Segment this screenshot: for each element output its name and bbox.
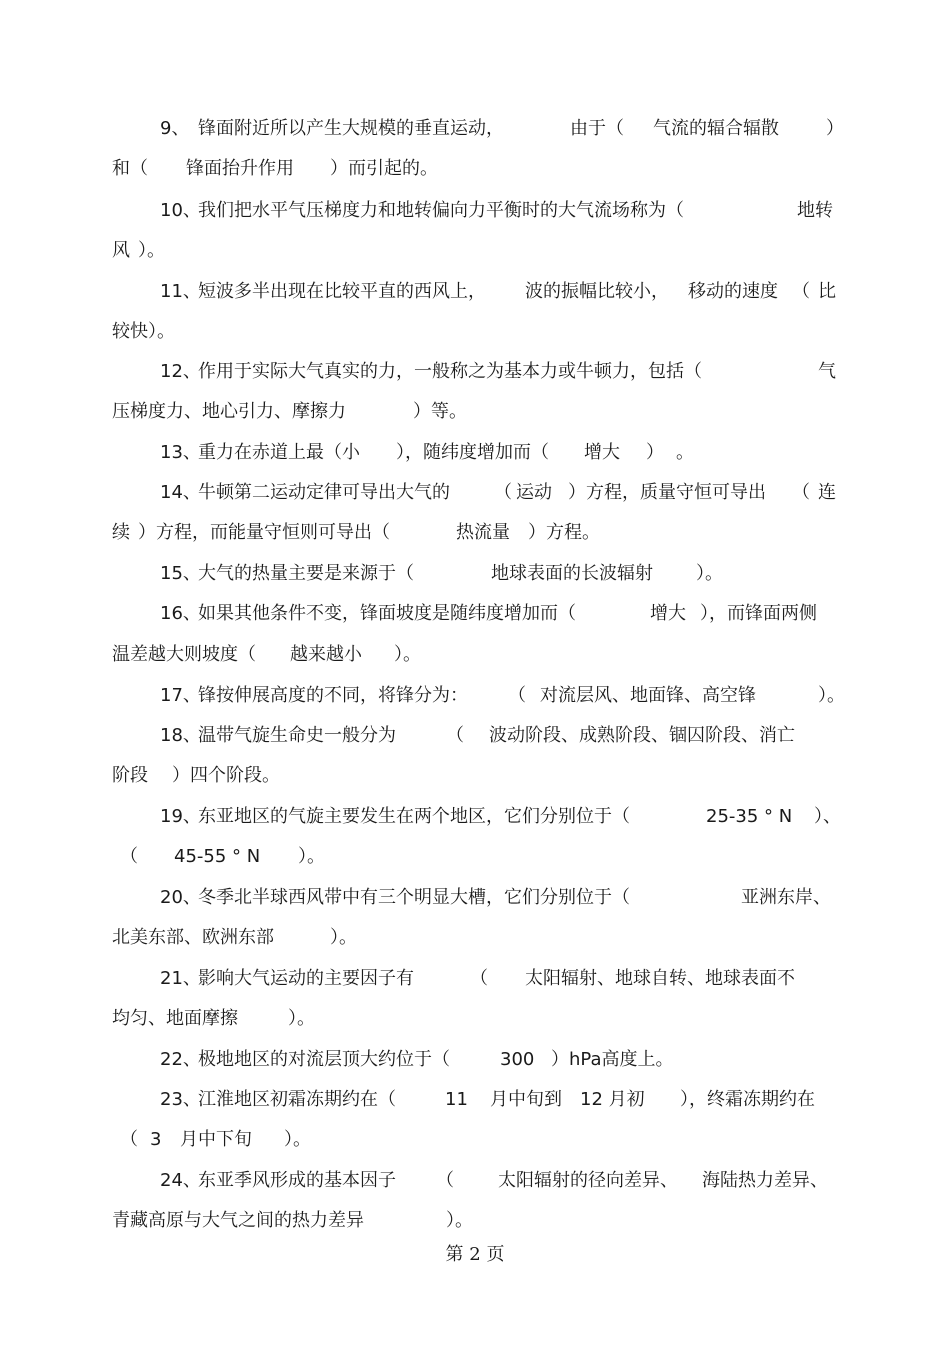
question-19-line-2 — [0, 842, 950, 872]
question-text: 和（ — [112, 158, 148, 179]
answer-text: 续 — [112, 522, 130, 543]
question-22-line-1 — [0, 1045, 950, 1075]
question-text: ）。 — [298, 846, 325, 867]
answer-text: 亚洲东岸、 — [741, 887, 831, 908]
answer-text: 3 — [150, 1129, 162, 1150]
question-text: ）。 — [288, 1008, 315, 1029]
question-text: ）方程。 — [528, 522, 600, 543]
question-number: 12、 — [160, 361, 201, 382]
answer-text: 较快）。 — [112, 321, 175, 342]
question-text: 重力在赤道上最（小 — [198, 442, 360, 463]
answer-text: 风 — [112, 240, 130, 261]
question-14-line-2 — [0, 518, 950, 548]
question-23-line-1 — [0, 1085, 950, 1115]
answer-text: 对流层风、地面锋、高空锋 — [540, 685, 756, 706]
answer-text: 太阳辐射的径向差异、 — [498, 1170, 678, 1191]
answer-text: 北美东部、欧洲东部 — [112, 927, 274, 948]
question-15-line-1 — [0, 559, 950, 589]
question-9-line-1 — [0, 114, 950, 144]
question-9-line-2 — [0, 154, 950, 184]
question-text: ）方程，而能量守恒则可导出（ — [138, 522, 390, 543]
question-13-line-1 — [0, 438, 950, 468]
question-text: ），而锋面两侧 — [700, 603, 817, 624]
question-text: ）。 — [696, 563, 723, 584]
question-24-line-2 — [0, 1206, 950, 1236]
question-text: （ — [792, 482, 810, 503]
question-text: 极地地区的对流层顶大约位于（ — [198, 1049, 450, 1070]
answer-text: 12 月初 — [580, 1089, 645, 1110]
question-text: ）、 — [814, 806, 841, 827]
answer-text: 运动 — [516, 482, 552, 503]
question-text: ）。 — [138, 240, 165, 261]
question-number: 21、 — [160, 968, 201, 989]
question-number: 13、 — [160, 442, 201, 463]
question-text: （ — [436, 1170, 454, 1191]
question-text: 短波多半出现在比较平直的西风上， — [198, 281, 486, 302]
question-text: （ — [470, 968, 488, 989]
question-text: （ — [446, 725, 464, 746]
question-number: 9、 — [160, 118, 190, 139]
question-text: ），随纬度增加而（ — [396, 442, 549, 463]
question-text: ）方程，质量守恒可导出 — [568, 482, 766, 503]
answer-text: 地转 — [797, 200, 833, 221]
answer-text: 气 — [818, 361, 836, 382]
question-20-line-2 — [0, 923, 950, 953]
question-text: ），终霜冻期约在 — [680, 1089, 815, 1110]
page-footer: 第 2 页 — [445, 1244, 505, 1265]
question-text: ）四个阶段。 — [172, 765, 280, 786]
question-number: 20、 — [160, 887, 201, 908]
answer-text: 比 — [818, 281, 836, 302]
question-number: 19、 — [160, 806, 201, 827]
answer-text: 波动阶段、成熟阶段、锢囚阶段、消亡 — [489, 725, 795, 746]
question-text: （ — [792, 281, 810, 302]
question-text: 温带气旋生命史一般分为 — [198, 725, 396, 746]
answer-text: 压梯度力、地心引力、摩擦力 — [112, 401, 346, 422]
question-number: 16、 — [160, 603, 201, 624]
question-text: 由于（ — [570, 118, 624, 139]
answer-text: 太阳辐射、地球自转、地球表面不 — [525, 968, 795, 989]
question-21-line-2 — [0, 1004, 950, 1034]
question-text: 大气的热量主要是来源于（ — [198, 563, 414, 584]
question-number: 23、 — [160, 1089, 201, 1110]
answer-text: 热流量 — [456, 522, 510, 543]
question-text: ）而引起的。 — [330, 158, 438, 179]
question-text: 温差越大则坡度（ — [112, 644, 256, 665]
question-text: 锋面附近所以产生大规模的垂直运动， — [198, 118, 504, 139]
question-text: （ — [120, 846, 138, 867]
question-text: 。 — [676, 442, 694, 463]
question-20-line-1 — [0, 883, 950, 913]
question-number: 11、 — [160, 281, 201, 302]
question-number: 15、 — [160, 563, 201, 584]
answer-text: 海陆热力差异、 — [702, 1170, 828, 1191]
question-text: 我们把水平气压梯度力和地转偏向力平衡时的大气流场称为（ — [198, 200, 684, 221]
question-number: 18、 — [160, 725, 201, 746]
question-16-line-1 — [0, 599, 950, 629]
question-14-line-1 — [0, 478, 950, 508]
answer-text: 45-55 ° N — [174, 846, 261, 867]
question-12-line-1 — [0, 357, 950, 387]
answer-text: 300 — [500, 1049, 535, 1070]
question-19-line-1 — [0, 802, 950, 832]
question-text: 波的振幅比较小， — [525, 281, 669, 302]
answer-text: 气流的辐合辐散 — [653, 118, 779, 139]
question-12-line-2 — [0, 397, 950, 427]
answer-text: 11 — [445, 1089, 468, 1110]
question-21-line-1 — [0, 964, 950, 994]
question-text: 牛顿第二运动定律可导出大气的 — [198, 482, 450, 503]
question-number: 17、 — [160, 685, 201, 706]
question-11-line-1 — [0, 277, 950, 307]
question-text: ）。 — [284, 1129, 311, 1150]
question-24-line-1 — [0, 1166, 950, 1196]
question-text: ）等。 — [413, 401, 467, 422]
question-10-line-2 — [0, 236, 950, 266]
answer-text: 月中旬到 — [490, 1089, 562, 1110]
question-17-line-1 — [0, 681, 950, 711]
question-text: 如果其他条件不变，锋面坡度是随纬度增加而（ — [198, 603, 576, 624]
question-text: ） — [646, 442, 664, 463]
question-number: 24、 — [160, 1170, 201, 1191]
answer-text: 均匀、地面摩擦 — [112, 1008, 238, 1029]
question-text: （ — [120, 1129, 138, 1150]
question-16-line-2 — [0, 640, 950, 670]
question-text: 东亚地区的气旋主要发生在两个地区，它们分别位于（ — [198, 806, 630, 827]
answer-text: 青藏高原与大气之间的热力差异 — [112, 1210, 364, 1231]
question-text: 影响大气运动的主要因子有 — [198, 968, 414, 989]
question-18-line-1 — [0, 721, 950, 751]
question-number: 10、 — [160, 200, 201, 221]
question-text: 移动的速度 — [688, 281, 778, 302]
question-text: 冬季北半球西风带中有三个明显大槽，它们分别位于（ — [198, 887, 630, 908]
question-text: 锋按伸展高度的不同，将锋分为： — [198, 685, 468, 706]
question-text: （ — [508, 685, 526, 706]
question-text: ）。 — [818, 685, 845, 706]
question-text: （ — [494, 482, 512, 503]
question-text: ）。 — [330, 927, 357, 948]
answer-text: 阶段 — [112, 765, 148, 786]
answer-text: 连 — [818, 482, 836, 503]
question-text: ）hPa高度上。 — [551, 1049, 674, 1070]
question-text: ）。 — [446, 1210, 473, 1231]
answer-text: 地球表面的长波辐射 — [491, 563, 653, 584]
answer-text: 越来越小 — [290, 644, 362, 665]
question-text: 江淮地区初霜冻期约在（ — [198, 1089, 396, 1110]
answer-text: 月中下旬 — [180, 1129, 252, 1150]
question-23-line-2 — [0, 1125, 950, 1155]
answer-text: 增大 — [584, 442, 620, 463]
question-number: 14、 — [160, 482, 201, 503]
question-text: 东亚季风形成的基本因子 — [198, 1170, 396, 1191]
answer-text: 增大 — [650, 603, 686, 624]
question-text: ） — [826, 118, 844, 139]
answer-text: 25-35 ° N — [706, 806, 793, 827]
question-text: 作用于实际大气真实的力，一般称之为基本力或牛顿力，包括（ — [198, 361, 702, 382]
question-11-line-2 — [0, 317, 950, 347]
question-text: ）。 — [394, 644, 421, 665]
question-number: 22、 — [160, 1049, 201, 1070]
answer-text: 锋面抬升作用 — [186, 158, 294, 179]
question-10-line-1 — [0, 196, 950, 226]
question-18-line-2 — [0, 761, 950, 791]
